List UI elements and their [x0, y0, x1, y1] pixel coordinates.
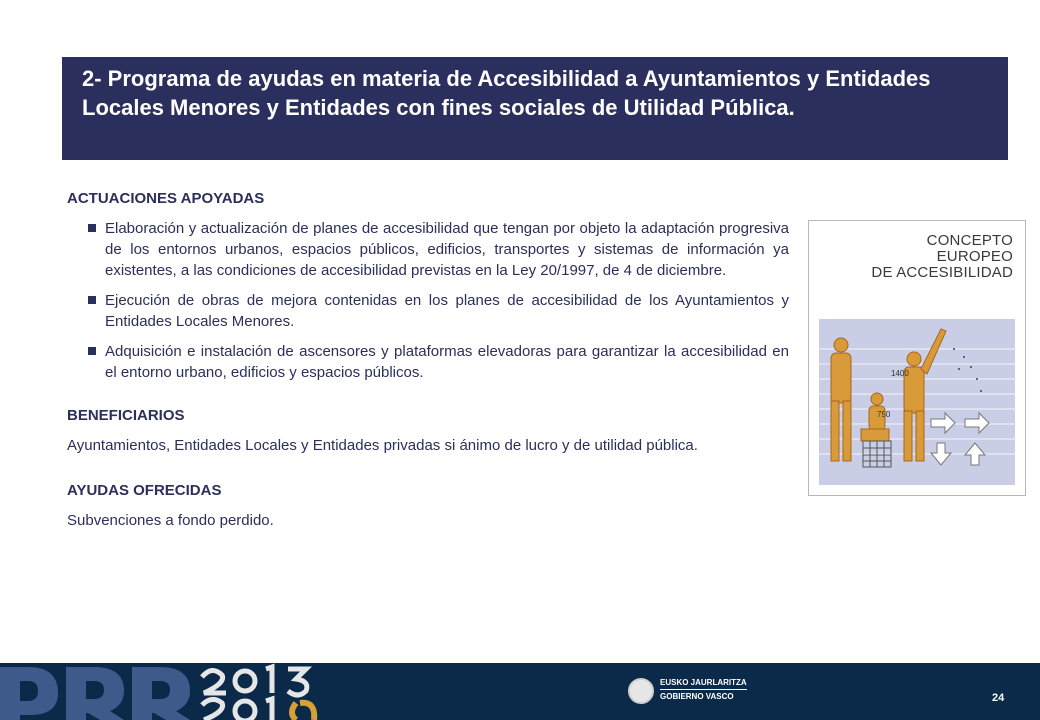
gov-name-basque: EUSKO JAURLARITZA [660, 677, 747, 690]
list-item: Elaboración y actualización de planes de accesibilidad que tengan por objeto la adaptación progresiva de los entornos urbanos, espacios públicos, edificios, transportes y sistemas de información ya existentes, a las condiciones de accesibilidad previstas en la Ley 20/1997, de 4 de diciembre. [67, 218, 789, 281]
beneficiarios-text: Ayuntamientos, Entidades Locales y Entidades privadas si ánimo de lucro y de utilidad pública. [67, 437, 698, 454]
main-content [67, 188, 789, 531]
accessibility-poster-image [808, 220, 1026, 496]
ayudas-text: Subvenciones a fondo perdido. [67, 512, 274, 529]
section-heading-ayudas: AYUDAS OFRECIDAS [67, 482, 222, 499]
section-heading-beneficiarios: BENEFICIARIOS [67, 407, 185, 424]
bullet-square-icon [88, 347, 96, 355]
poster-label-750: 750 [877, 410, 891, 419]
poster-illustration [819, 319, 1015, 485]
title-bar [62, 57, 1008, 160]
prr-2013-2016-logo [0, 663, 330, 720]
bullet-square-icon [88, 296, 96, 304]
poster-title: CONCEPTO EUROPEO DE ACCESIBILIDAD [871, 232, 1013, 281]
section-heading-actuaciones: ACTUACIONES APOYADAS [67, 190, 265, 207]
poster-label-1400: 1400 [891, 369, 909, 378]
list-item: Adquisición e instalación de ascensores y plataformas elevadoras para garantizar la accesibilidad en el entorno urbano, edificios y espacios públicos. [67, 341, 789, 383]
page-title: 2- Programa de ayudas en materia de Accesibilidad a Ayuntamientos y Entidades Locales Menores y Entidades con fines sociales de Utilidad Pública. [82, 66, 931, 120]
page-number: 24 [992, 692, 1005, 704]
actuaciones-list [67, 218, 789, 383]
footer-bar [0, 663, 1040, 720]
gobierno-vasco-logo [628, 677, 747, 704]
bullet-square-icon [88, 224, 96, 232]
gov-name-spanish: GOBIERNO VASCO [660, 692, 734, 701]
list-item: Ejecución de obras de mejora contenidas en los planes de accesibilidad de los Ayuntamientos y Entidades Locales Menores. [67, 290, 789, 332]
gobierno-vasco-seal-icon [628, 678, 654, 704]
